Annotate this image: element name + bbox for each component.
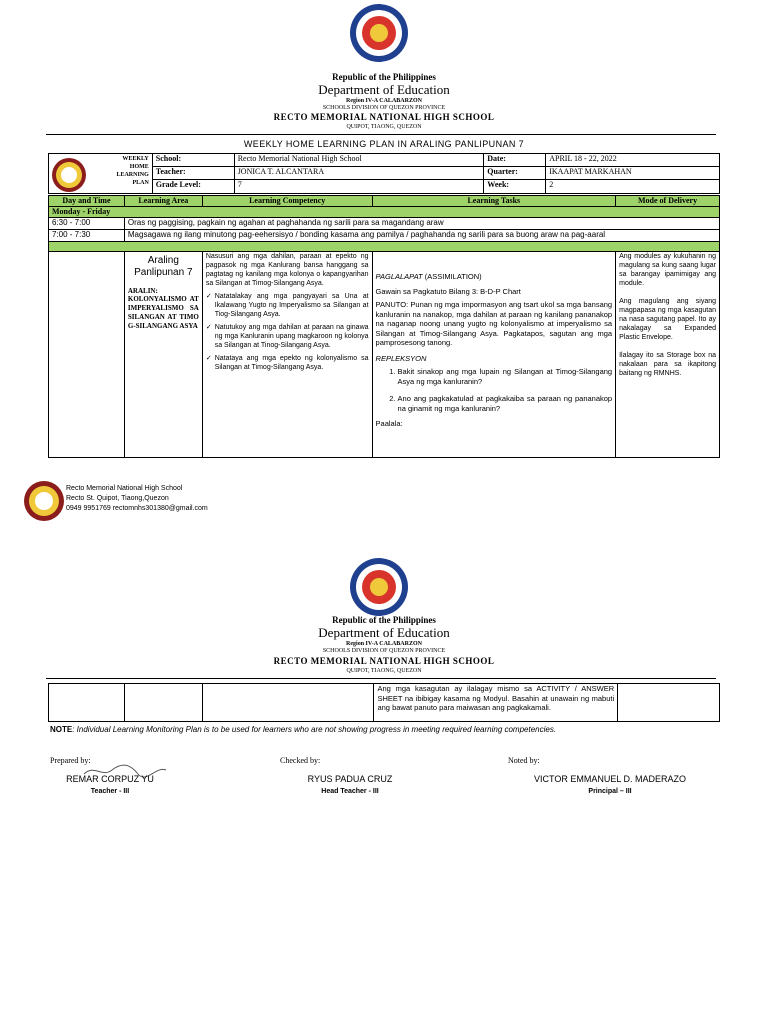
republic-text: Republic of the Philippines (332, 72, 436, 82)
note-label: NOTE (50, 725, 73, 734)
region-text: Region IV-A CALABARZON (346, 98, 422, 104)
noted-by-name: VICTOR EMMANUEL D. MADERAZO (533, 774, 686, 784)
aralin-label: ARALIN: (127, 287, 158, 295)
repleksyon-heading: REPLEKSYON (375, 353, 427, 363)
competency-item: ✓ Natutukoy ang mga dahilan at paraan na ginawa ng mga Kanluranin upang magkaroon ng kolonya sa Silangan at Tinog-Silangang Asya. (205, 324, 369, 349)
school-name: RECTO MEMORIAL NATIONAL HIGH SCHOOL (273, 656, 495, 666)
deped-seal (350, 4, 408, 62)
lesson-row (49, 252, 720, 458)
prepared-by-name: REMAR CORPUZ YU (66, 774, 154, 784)
checkmark-icon: ✓ (205, 355, 212, 362)
noted-by-title: Principal – III (588, 788, 632, 795)
schedule-time: 6:30 - 7:00 (49, 218, 125, 230)
week-value: 2 (546, 180, 720, 194)
delivery-p3: Ilalagay ito sa Storage box na nakalaan para sa ikapitong baitang ng RMNHS. (619, 352, 716, 377)
info-logo-cell (49, 154, 153, 194)
header-divider (46, 134, 716, 135)
subject-name: Araling Panlipunan 7 (134, 255, 193, 278)
schedule-task: Oras ng paggising, pagkain ng agahan at paghahanda ng sarili para sa magandang araw (124, 218, 719, 230)
prepared-by-title: Teacher - III (90, 788, 130, 795)
plan-table (48, 195, 720, 458)
delivery-p1: Ang modules ay kukuhanin ng magulang sa kung saang lugar sa barangay ipamimigay ang module. (619, 253, 716, 287)
date-value: APRIL 18 - 22, 2022 (546, 154, 720, 167)
quarter-label: Quarter: (484, 167, 546, 180)
checkmark-icon: ✓ (205, 293, 212, 300)
day-label: Monday - Friday (49, 207, 720, 218)
col-learning-competency: Learning Competency (202, 196, 372, 207)
question-item: 1. Bakit sinakop ang mga lupain ng Silangan at Timog-Silangang Asya ng mga kanluranin? (398, 367, 613, 386)
col-day-time: Day and Time (49, 196, 125, 207)
noted-by-label: Noted by: (508, 756, 540, 765)
school-address: QUIPOT, TIAONG, QUEZON (346, 124, 422, 130)
checked-by-label: Checked by: (280, 756, 321, 765)
tasks-cell (372, 252, 616, 458)
school-value: Recto Memorial National High School (234, 154, 484, 167)
week-label: Week: (484, 180, 546, 194)
logo-caption: WEEKLY HOME LEARNING PLAN (116, 156, 149, 186)
competency-cell (202, 252, 372, 458)
school-logo-icon (52, 158, 86, 192)
date-label: Date: (484, 154, 546, 167)
competency-item: ✓ Natatalakay ang mga pangyayari sa Una at Ikalawang Yugto ng Imperyalismo sa Silangan at Tiog-Silangang Asya. (205, 293, 369, 318)
assimilation-heading: PAGLALAPAT (ASSIMILATION) (375, 272, 482, 281)
footer-school: Recto Memorial National High School (66, 485, 183, 492)
note-text: : Individual Learning Monitoring Plan is to be used for learners who are not showing progress in meeting required learning competencies. (72, 725, 557, 734)
grade-label: Grade Level: (152, 180, 234, 194)
deped-seal (350, 558, 408, 616)
teacher-label: Teacher: (152, 167, 234, 180)
division-text: SCHOOLS DIVISION OF QUEZON PROVINCE (322, 105, 446, 111)
competency-intro: Nasusuri ang mga dahilan, paraan at epekto ng pagpasok ng mga Kanlurang bansa hanggang sa pagtatag ng kanilang mga kolonya o kapangyarihan sa Silangan at Timog-Silangang Asya. (205, 253, 369, 287)
tasks-continued: Ang mga kasagutan ay ilalagay mismo sa ACTIVITY / ANSWER SHEET na ibibigay kasama ng Modyul. Basahin at unawain ng mabuti ang bawat panuto para maiwasan ang pagkakamali. (374, 684, 618, 722)
school-address: QUIPOT, TIAONG, QUEZON (346, 668, 422, 674)
col-learning-tasks: Learning Tasks (372, 196, 616, 207)
footer-contact-line: 0949 9951769 rectomnhs301380@gmail.com (66, 505, 208, 512)
delivery-p2: Ang magulang ang siyang magpapasa ng mga kasagutan na nasa sagutang papel. Ito ay nakalagay sa Expanded Plastic Envelope. (619, 298, 716, 341)
header-divider (46, 678, 716, 679)
gawain-title: Gawain sa Pagkatuto Bilang 3: B-D-P Chart (375, 286, 521, 296)
schedule-row (49, 230, 720, 242)
paalala-label: Paalala: (375, 419, 403, 428)
department-title: Department of Education (318, 625, 450, 640)
region-text: Region IV-A CALABARZON (346, 641, 422, 647)
col-mode-of-delivery: Mode of Delivery (616, 196, 720, 207)
panuto-text: PANUTO: Punan ng mga impormasyon ang tsart ukol sa mga bansang kanluranin na nanakop, mga dahilan at paraan ng kanilang pananakop na naganap noong unang yugto ng kolonyalismo at imperyalismo sa Silangan at Timog-Silangang Asya. Pagkatapos, sagutan ang mga pamprosesong tanong. (375, 300, 613, 347)
department-title: Department of Education (318, 82, 450, 97)
aralin-title: KOLONYALISMO AT IMPERYALISMO SA SILANGAN AT TIMOG-SILANGANG ASYA (127, 295, 199, 330)
competency-item: ✓ Natataya ang mga epekto ng kolonyalismo sa Silangan at Timog-Silangang Asya. (205, 355, 369, 371)
quarter-value: IKAAPAT MARKAHAN (546, 167, 720, 180)
question-item: 2. Ano ang pagkakatulad at pagkakaiba sa paraan ng pananakop na ginamit ng mga kanluranin? (398, 394, 613, 413)
reflection-questions (376, 367, 613, 413)
continuation-table (48, 683, 720, 722)
day-row (49, 207, 720, 218)
plan-title: WEEKLY HOME LEARNING PLAN IN ARALING PANLIPUNAN 7 (243, 139, 525, 149)
note-line (50, 725, 556, 734)
school-name: RECTO MEMORIAL NATIONAL HIGH SCHOOL (273, 112, 495, 122)
spacer-row (49, 242, 720, 252)
info-table (48, 153, 720, 194)
schedule-row (49, 218, 720, 230)
schedule-time: 7:00 - 7:30 (49, 230, 125, 242)
division-text: SCHOOLS DIVISION OF QUEZON PROVINCE (322, 648, 446, 654)
delivery-cell (616, 252, 720, 458)
grade-value: 7 (234, 180, 484, 194)
school-label: School: (152, 154, 234, 167)
column-header-row (49, 196, 720, 207)
checkmark-icon: ✓ (205, 324, 212, 331)
footer-address: Recto St. Quipot, Tiaong,Quezon (66, 495, 169, 502)
republic-text: Republic of the Philippines (332, 615, 436, 625)
schedule-task: Magsagawa ng ilang minutong pag-eehersisyo / bonding kasama ang pamilya / paghahanda ng sarili para sa buong araw na pag-aaral (124, 230, 719, 242)
checked-by-title: Head Teacher - III (321, 788, 379, 795)
footer-school-logo-icon (24, 481, 64, 521)
teacher-value: JONICA T. ALCANTARA (234, 167, 484, 180)
learning-area-cell (124, 252, 202, 458)
col-learning-area: Learning Area (124, 196, 202, 207)
prepared-by-label: Prepared by: (50, 756, 91, 765)
checked-by-name: RYUS PADUA CRUZ (307, 774, 393, 784)
footer-contact (66, 484, 208, 514)
